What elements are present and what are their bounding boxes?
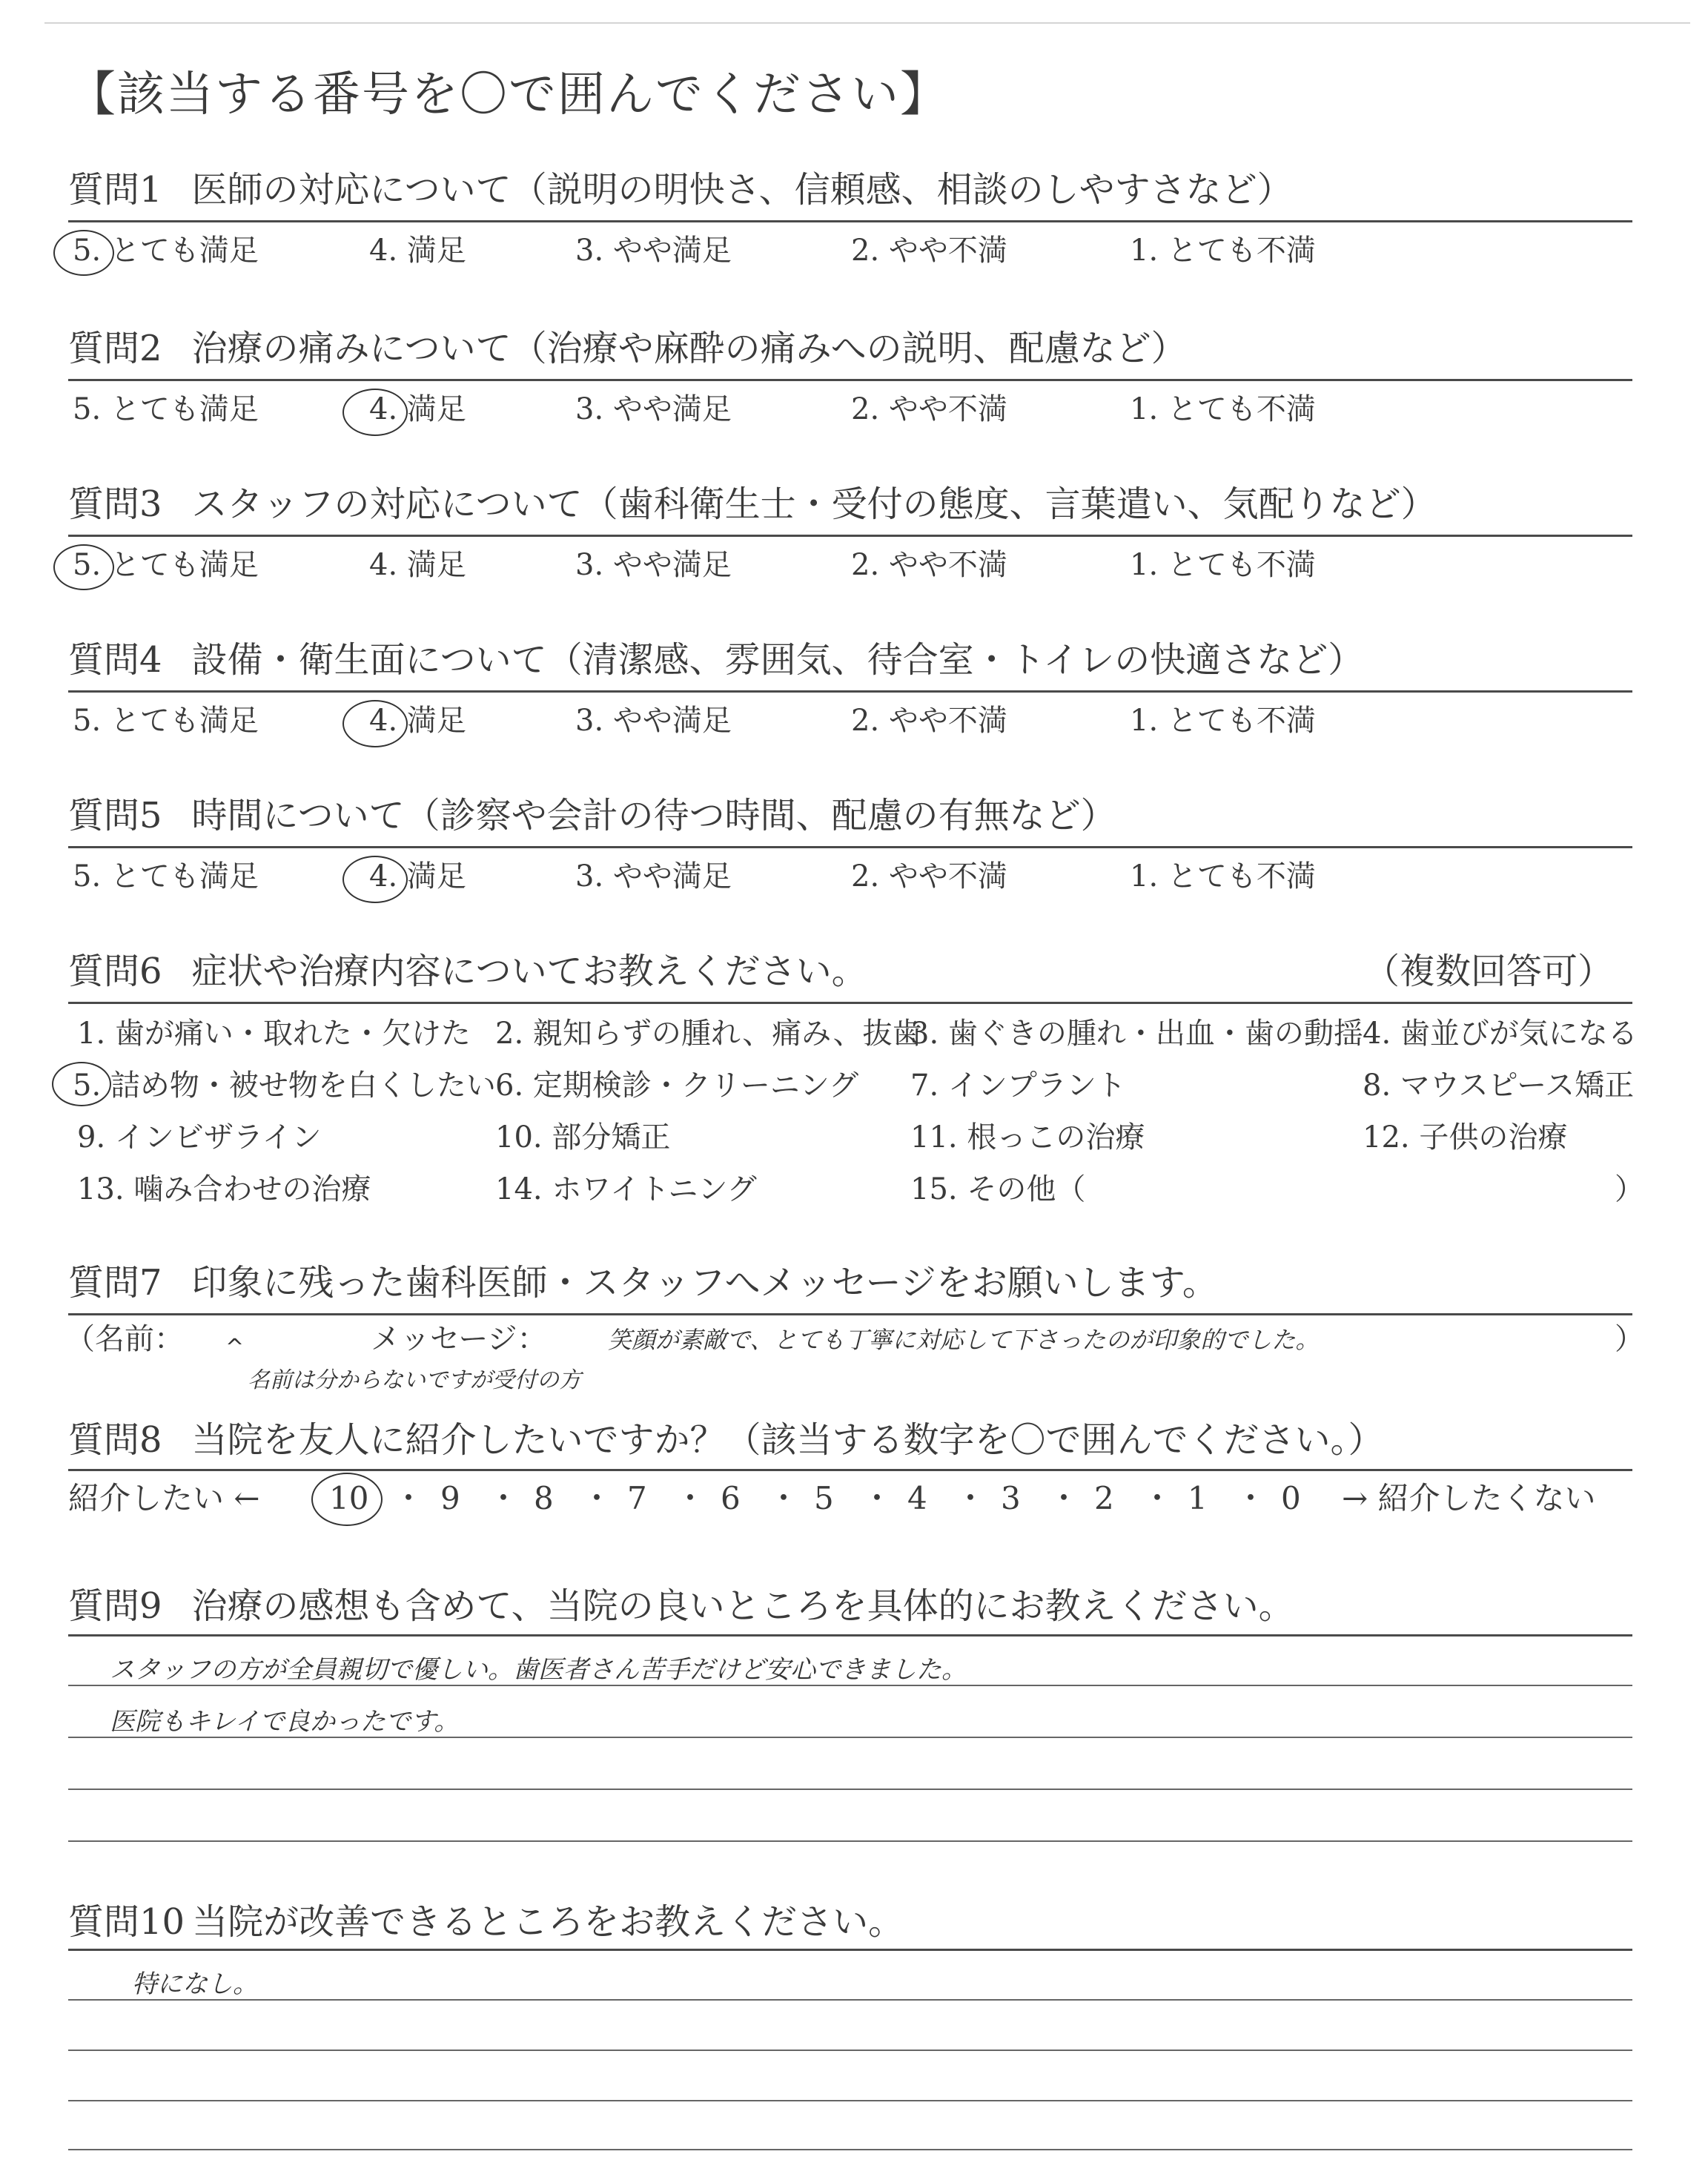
scale-separator: ・ [675, 1480, 706, 1516]
question-6-rule [68, 1002, 1632, 1004]
question-10-rule [68, 1949, 1632, 1951]
option-1[interactable]: 1. とても不満 [1130, 392, 1316, 426]
question-3-title [68, 483, 1437, 525]
option-2[interactable]: 2. やや不満 [851, 548, 1007, 582]
question-text: 印象に残った歯科医師・スタッフへメッセージをお願いします。 [191, 1262, 1218, 1304]
question-5-rule [68, 846, 1632, 848]
scale-8[interactable]: 8 [534, 1480, 554, 1516]
scale-separator: ・ [861, 1480, 893, 1516]
question-5-title [68, 795, 1116, 836]
option-4[interactable]: 4. 満足 [369, 548, 466, 582]
question-7-rule [68, 1313, 1632, 1315]
question-number: 質問7 [68, 1262, 162, 1304]
scale-4[interactable]: 4 [907, 1480, 927, 1516]
question-8-title [68, 1419, 1384, 1461]
symptom-item-10[interactable]: 10. 部分矯正 [495, 1120, 671, 1155]
question-2-options [0, 394, 1708, 427]
other-close-paren: ） [1615, 1172, 1644, 1206]
top-divider [44, 22, 1690, 24]
symptom-item-14[interactable]: 14. ホワイトニング [495, 1172, 757, 1206]
symptom-item-2[interactable]: 2. 親知らずの腫れ、痛み、抜歯 [495, 1017, 922, 1051]
option-1[interactable]: 1. とても不満 [1130, 704, 1316, 738]
symptom-item-15[interactable]: 15. その他（ [910, 1172, 1086, 1206]
question-number: 質問1 [68, 169, 162, 211]
handwritten-caret: ^ [225, 1335, 245, 1361]
question-text: スタッフの対応について（歯科衛生士・受付の態度、言葉遣い、気配りなど） [191, 483, 1437, 525]
question-number: 質問10 [68, 1901, 185, 1943]
scale-2[interactable]: 2 [1094, 1480, 1114, 1516]
question-text: 当院が改善できるところをお教えください。 [192, 1901, 904, 1943]
option-3[interactable]: 3. やや満足 [575, 392, 732, 426]
question-number: 質問8 [68, 1419, 162, 1461]
handwritten-name-note: 名前は分からないですが受付の方 [248, 1367, 581, 1393]
answer-line [68, 1789, 1632, 1790]
question-text: 医師の対応について（説明の明快さ、信頼感、相談のしやすさなど） [191, 169, 1293, 211]
symptom-item-11[interactable]: 11. 根っこの治療 [910, 1120, 1145, 1155]
option-2[interactable]: 2. やや不満 [851, 859, 1007, 894]
option-3[interactable]: 3. やや満足 [575, 704, 732, 738]
option-5[interactable]: 5. とても満足 [73, 704, 259, 738]
question-9-title [68, 1585, 1294, 1627]
option-1[interactable]: 1. とても不満 [1130, 859, 1316, 894]
scale-separator: ・ [1235, 1480, 1267, 1516]
option-5[interactable]: 5. とても満足 [73, 859, 259, 894]
option-4[interactable]: 4. 満足 [369, 859, 466, 894]
option-3[interactable]: 3. やや満足 [575, 859, 732, 894]
question-text: 症状や治療内容についてお教えください。 [191, 951, 867, 992]
option-5[interactable]: 5. とても満足 [73, 392, 259, 426]
question-text: 時間について（診察や会計の待つ時間、配慮の有無など） [191, 795, 1116, 836]
name-label: （名前： [65, 1322, 184, 1356]
option-1[interactable]: 1. とても不満 [1130, 234, 1316, 268]
scale-separator: ・ [768, 1480, 800, 1516]
question-text: 当院を友人に紹介したいですか？（該当する数字を〇で囲んでください。） [191, 1419, 1384, 1461]
option-4[interactable]: 4. 満足 [369, 234, 466, 268]
scale-separator: ・ [581, 1480, 613, 1516]
message-close-paren: ） [1615, 1322, 1644, 1356]
symptom-item-3[interactable]: 3. 歯ぐきの腫れ・出血・歯の動揺 [910, 1017, 1363, 1051]
multiple-answers-note: （複数回答可） [1364, 951, 1614, 992]
question-9-rule [68, 1634, 1632, 1636]
question-1-rule [68, 220, 1632, 222]
option-5[interactable]: 5. とても満足 [73, 548, 259, 582]
answer-line [68, 2050, 1632, 2051]
instructions-heading: 【該当する番号を〇で囲んでください】 [68, 67, 949, 122]
handwritten-answer-line: 特になし。 [132, 1969, 258, 1999]
question-number: 質問6 [68, 951, 162, 992]
symptom-item-5[interactable]: 5. 詰め物・被せ物を白くしたい [73, 1069, 496, 1103]
scale-9[interactable]: 9 [440, 1480, 460, 1516]
symptom-item-7[interactable]: 7. インプラント [910, 1069, 1126, 1103]
symptom-item-4[interactable]: 4. 歯並びが気になる [1363, 1017, 1638, 1051]
symptom-item-13[interactable]: 13. 噛み合わせの治療 [77, 1172, 371, 1206]
question-4-options [0, 706, 1708, 739]
question-number: 質問3 [68, 483, 162, 525]
scale-1[interactable]: 1 [1188, 1480, 1208, 1516]
referral-right-label: → 紹介したくない [1342, 1480, 1596, 1516]
answer-line [68, 1685, 1632, 1686]
scale-separator: ・ [488, 1480, 520, 1516]
handwritten-answer-line: スタッフの方が全員親切で優しい。歯医者さん苦手だけど安心できました。 [110, 1655, 967, 1685]
question-number: 質問4 [68, 639, 162, 681]
option-2[interactable]: 2. やや不満 [851, 704, 1007, 738]
question-number: 質問5 [68, 795, 162, 836]
question-4-title [68, 639, 1364, 681]
question-2-rule [68, 379, 1632, 381]
answer-line [68, 2149, 1632, 2150]
question-6-title [68, 951, 867, 992]
question-1-title [68, 169, 1293, 211]
handwritten-message: 笑顔が素敵で、とても丁寧に対応して下さったのが印象的でした。 [608, 1326, 1320, 1354]
option-1[interactable]: 1. とても不満 [1130, 548, 1316, 582]
option-4[interactable]: 4. 満足 [369, 704, 466, 738]
question-1-options [0, 236, 1708, 268]
question-number: 質問9 [68, 1585, 162, 1627]
symptom-item-12[interactable]: 12. 子供の治療 [1363, 1120, 1568, 1155]
question-text: 設備・衛生面について（清潔感、雰囲気、待合室・トイレの快適さなど） [191, 639, 1364, 681]
option-2[interactable]: 2. やや不満 [851, 234, 1007, 268]
message-label: メッセージ： [371, 1322, 547, 1356]
option-2[interactable]: 2. やや不満 [851, 392, 1007, 426]
scale-7[interactable]: 7 [627, 1480, 647, 1516]
question-5-options [0, 859, 1708, 894]
question-8-rule [68, 1469, 1632, 1471]
answer-line [68, 1840, 1632, 1842]
answer-line [68, 1737, 1632, 1738]
scale-6[interactable]: 6 [721, 1480, 741, 1516]
option-3[interactable]: 3. やや満足 [575, 234, 732, 268]
option-3[interactable]: 3. やや満足 [575, 548, 732, 582]
question-7-title [68, 1262, 1218, 1304]
scale-separator: ・ [1142, 1480, 1174, 1516]
option-5[interactable]: 5. とても満足 [73, 234, 259, 268]
question-4-rule [68, 690, 1632, 693]
answer-line [68, 2100, 1632, 2101]
question-3-rule [68, 535, 1632, 537]
scale-10[interactable]: 10 [329, 1480, 369, 1516]
scale-separator: ・ [1048, 1480, 1080, 1516]
scale-5[interactable]: 5 [814, 1480, 834, 1516]
scale-separator: ・ [393, 1480, 425, 1516]
scale-0[interactable]: 0 [1281, 1480, 1301, 1516]
question-text: 治療の感想も含めて、当院の良いところを具体的にお教えください。 [191, 1585, 1294, 1627]
answer-line [68, 1999, 1632, 2001]
question-3-options [0, 550, 1708, 583]
scale-separator: ・ [955, 1480, 987, 1516]
question-text: 治療の痛みについて（治療や麻酔の痛みへの説明、配慮など） [191, 328, 1187, 369]
symptom-item-9[interactable]: 9. インビザライン [77, 1120, 322, 1155]
question-10-title [68, 1901, 904, 1943]
referral-left-label: 紹介したい ← [68, 1480, 260, 1516]
scale-3[interactable]: 3 [1001, 1480, 1021, 1516]
symptom-item-1[interactable]: 1. 歯が痛い・取れた・欠けた [77, 1017, 471, 1051]
handwritten-answer-line: 医院もキレイで良かったです。 [110, 1707, 460, 1737]
question-2-title [68, 328, 1187, 369]
symptom-item-8[interactable]: 8. マウスピース矯正 [1363, 1069, 1635, 1103]
symptom-item-6[interactable]: 6. 定期検診・クリーニング [495, 1069, 859, 1103]
option-4[interactable]: 4. 満足 [369, 392, 466, 426]
question-number: 質問2 [68, 328, 162, 369]
